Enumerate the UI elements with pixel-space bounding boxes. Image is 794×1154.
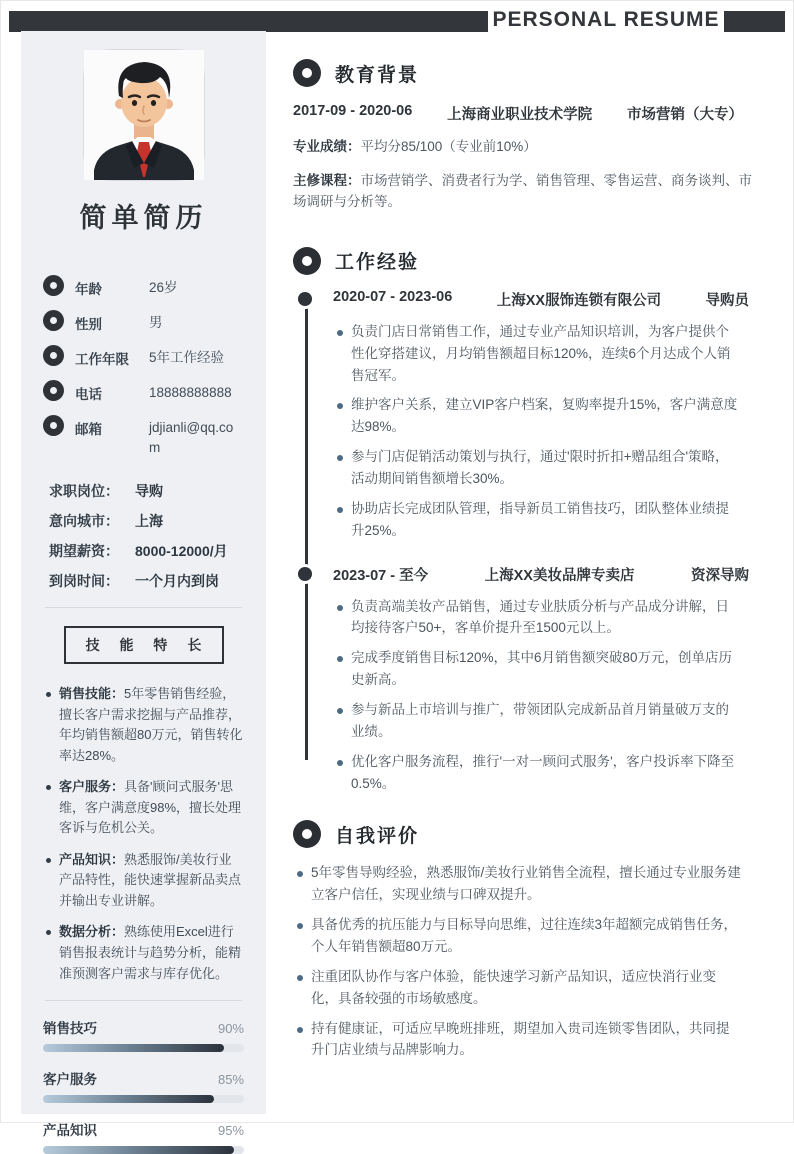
education-period: 2017-09 - 2020-06 — [293, 103, 413, 119]
skill-bar-fill — [43, 1095, 214, 1103]
job-bullet: 参与门店促销活动策划与执行，通过'限时折扣+赠品组合'策略，活动期间销售额增长30%。 — [333, 446, 769, 490]
job-bullet: 负责门店日常销售工作，通过专业产品知识培训，为客户提供个性化穿搭建议，月均销售额超目标120%，连续6个月达成个人销售冠军。 — [333, 321, 769, 387]
info-label: 年龄 — [75, 282, 102, 297]
self-evaluation-title: 自我评价 — [335, 825, 420, 847]
intent-label: 求职岗位： — [49, 483, 119, 500]
education-courses-value: 市场营销学、消费者行为学、销售管理、零售运营、商务谈判、市场调研与分析等。 — [293, 172, 752, 210]
job-entry — [293, 564, 769, 795]
skill-bar-head — [43, 1017, 244, 1037]
section-donut-icon — [293, 59, 321, 87]
job-intent-list — [43, 481, 244, 591]
basic-info-row — [43, 345, 244, 368]
divider — [45, 1000, 242, 1001]
section-experience — [293, 247, 769, 795]
info-label: 邮箱 — [75, 422, 102, 437]
bullet-donut-icon — [43, 310, 64, 331]
section-donut-icon — [293, 820, 321, 848]
basic-info-row — [43, 310, 244, 333]
education-courses — [293, 170, 769, 213]
education-grade — [293, 136, 769, 158]
skill-item — [43, 684, 244, 766]
info-value: 18888888888 — [149, 385, 232, 400]
intent-value: 8000-12000/月 — [135, 543, 228, 560]
skills-section-title: 技 能 特 长 — [64, 626, 224, 664]
basic-info-row — [43, 380, 244, 403]
education-grade-value: 平均分85/100（专业前10%） — [360, 139, 537, 154]
skill-item-text: 熟练使用Excel进行销售报表统计与趋势分析，能精准预测客户需求与库存优化。 — [59, 924, 242, 981]
info-value: 26岁 — [149, 280, 178, 295]
skill-bar-percent: 90% — [217, 1021, 244, 1037]
skill-item — [43, 850, 244, 912]
skill-item-label: 销售技能： — [59, 686, 125, 702]
section-self-evaluation — [293, 820, 769, 1061]
job-bullet: 协助店长完成团队管理，指导新员工销售技巧，团队整体业绩提升25%。 — [333, 498, 769, 542]
job-bullet: 优化客户服务流程，推行'一对一顾问式服务'，客户投诉率下降至0.5%。 — [333, 751, 769, 795]
job-intent-row — [49, 511, 244, 531]
skill-item-label: 客户服务： — [59, 779, 125, 795]
skill-bar-head — [43, 1068, 244, 1088]
skills-list — [43, 684, 244, 984]
education-title: 教育背景 — [335, 64, 420, 86]
info-label: 工作年限 — [75, 352, 129, 367]
skill-bar-head — [43, 1119, 244, 1139]
resume-name-title: 简单简历 — [79, 203, 208, 233]
bullet-donut-icon — [43, 275, 64, 296]
skill-item — [43, 777, 244, 839]
intent-label: 到岗时间： — [49, 573, 119, 590]
experience-title: 工作经验 — [335, 252, 420, 274]
skill-item-label: 产品知识： — [59, 851, 125, 867]
intent-value: 导购 — [135, 483, 163, 500]
basic-info-row — [43, 275, 244, 298]
skill-bar-percent: 95% — [217, 1123, 244, 1139]
self-evaluation-header — [293, 820, 769, 848]
job-bullet-list — [333, 596, 769, 795]
avatar-illustration — [84, 50, 204, 180]
self-evaluation-bullet: 注重团队协作与客户体验，能快速学习新产品知识，适应快消行业变化，具备较强的市场敏感度。 — [293, 966, 769, 1010]
info-label: 性别 — [75, 317, 102, 332]
self-evaluation-list — [293, 862, 769, 1061]
info-value: 5年工作经验 — [149, 350, 225, 365]
intent-label: 期望薪资： — [49, 543, 119, 560]
education-row — [293, 103, 769, 124]
self-evaluation-bullet: 持有健康证，可适应早晚班排班，期望加入贵司连锁零售团队，共同提升门店业绩与品牌影响力。 — [293, 1018, 769, 1062]
basic-info-row — [43, 415, 244, 457]
skill-item-label: 数据分析： — [59, 924, 125, 940]
skill-bar-track — [43, 1146, 244, 1154]
skill-item-text: 5年零售销售经验，擅长客户需求挖掘与产品推荐，年均销售额超80万元，销售转化率达28%。 — [59, 686, 243, 763]
job-intent-row — [49, 571, 244, 591]
skill-bar-label: 销售技巧 — [43, 1021, 97, 1037]
intent-label: 意向城市： — [49, 513, 119, 530]
bullet-donut-icon — [43, 415, 64, 436]
info-label: 电话 — [75, 387, 102, 402]
skill-bar-group — [43, 1119, 244, 1154]
divider — [45, 607, 242, 608]
job-bullet: 完成季度销售目标120%，其中6月销售额突破80万元，创单店历史新高。 — [333, 647, 769, 691]
bullet-donut-icon — [43, 380, 64, 401]
skill-item-text: 熟悉服饰/美妆行业产品特性，能快速掌握新品卖点并输出专业讲解。 — [59, 851, 242, 908]
job-intent-row — [49, 541, 244, 561]
job-intent-row — [49, 481, 244, 501]
job-role: 资深导购 — [690, 567, 749, 584]
skill-bar-fill — [43, 1146, 234, 1154]
skill-bar-track — [43, 1044, 244, 1052]
timeline-dot-icon — [298, 567, 312, 581]
job-header — [333, 289, 769, 310]
section-donut-icon — [293, 247, 321, 275]
job-entry — [293, 289, 769, 542]
job-bullet: 维护客户关系，建立VIP客户档案，复购率提升15%，客户满意度达98%。 — [333, 394, 769, 438]
education-courses-label: 主修课程： — [293, 172, 361, 188]
info-value: 男 — [149, 315, 163, 330]
job-role: 导购员 — [705, 292, 749, 309]
experience-timeline — [293, 289, 769, 795]
job-company: 上海XX美妆品牌专卖店 — [484, 567, 635, 584]
job-period: 2020-07 - 2023-06 — [333, 288, 453, 305]
content-columns — [21, 31, 769, 1139]
education-grade-label: 专业成绩： — [293, 139, 361, 154]
education-school: 上海商业职业技术学院 — [447, 107, 593, 123]
intent-value: 上海 — [135, 513, 163, 530]
skill-bar-fill — [43, 1044, 224, 1052]
job-bullet-list — [333, 321, 769, 542]
skill-item-text: 具备'顾问式服务'思维，客户满意度98%，擅长处理客诉与危机公关。 — [59, 779, 242, 836]
section-education — [293, 59, 769, 213]
basic-info-list — [43, 275, 244, 457]
info-value: jdjianli@qq.com — [149, 420, 234, 455]
bullet-donut-icon — [43, 345, 64, 366]
skill-item — [43, 922, 244, 984]
main-column — [266, 31, 769, 1114]
skill-bar-percent: 85% — [217, 1072, 244, 1088]
self-evaluation-bullet: 具备优秀的抗压能力与目标导向思维，过往连续3年超额完成销售任务，个人年销售额超80万元。 — [293, 914, 769, 958]
job-bullet: 参与新品上市培训与推广，带领团队完成新品首月销量破万支的业绩。 — [333, 699, 769, 743]
skill-bar-label: 客户服务 — [43, 1072, 97, 1088]
skill-bar-track — [43, 1095, 244, 1103]
job-company: 上海XX服饰连锁有限公司 — [496, 292, 662, 309]
timeline-dot-icon — [298, 292, 312, 306]
job-header — [333, 564, 769, 585]
skill-bar-group — [43, 1017, 244, 1052]
avatar — [83, 49, 205, 181]
job-bullet: 负责高端美妆产品销售，通过专业肤质分析与产品成分讲解，日均接待客户50+，客单价提升至1500元以上。 — [333, 596, 769, 640]
skill-bars — [43, 1017, 244, 1154]
self-evaluation-bullet: 5年零售导购经验，熟悉服饰/美妆行业销售全流程，擅长通过专业服务建立客户信任，实现业绩与口碑双提升。 — [293, 862, 769, 906]
education-major: 市场营销（大专） — [626, 107, 743, 123]
skill-bar-group — [43, 1068, 244, 1103]
job-period: 2023-07 - 至今 — [333, 567, 429, 584]
intent-value: 一个月内到岗 — [135, 573, 219, 590]
sidebar — [21, 31, 266, 1139]
education-header — [293, 59, 769, 87]
page-title: PERSONAL RESUME — [488, 1, 724, 39]
experience-header — [293, 247, 769, 275]
skill-bar-label: 产品知识 — [43, 1123, 97, 1139]
